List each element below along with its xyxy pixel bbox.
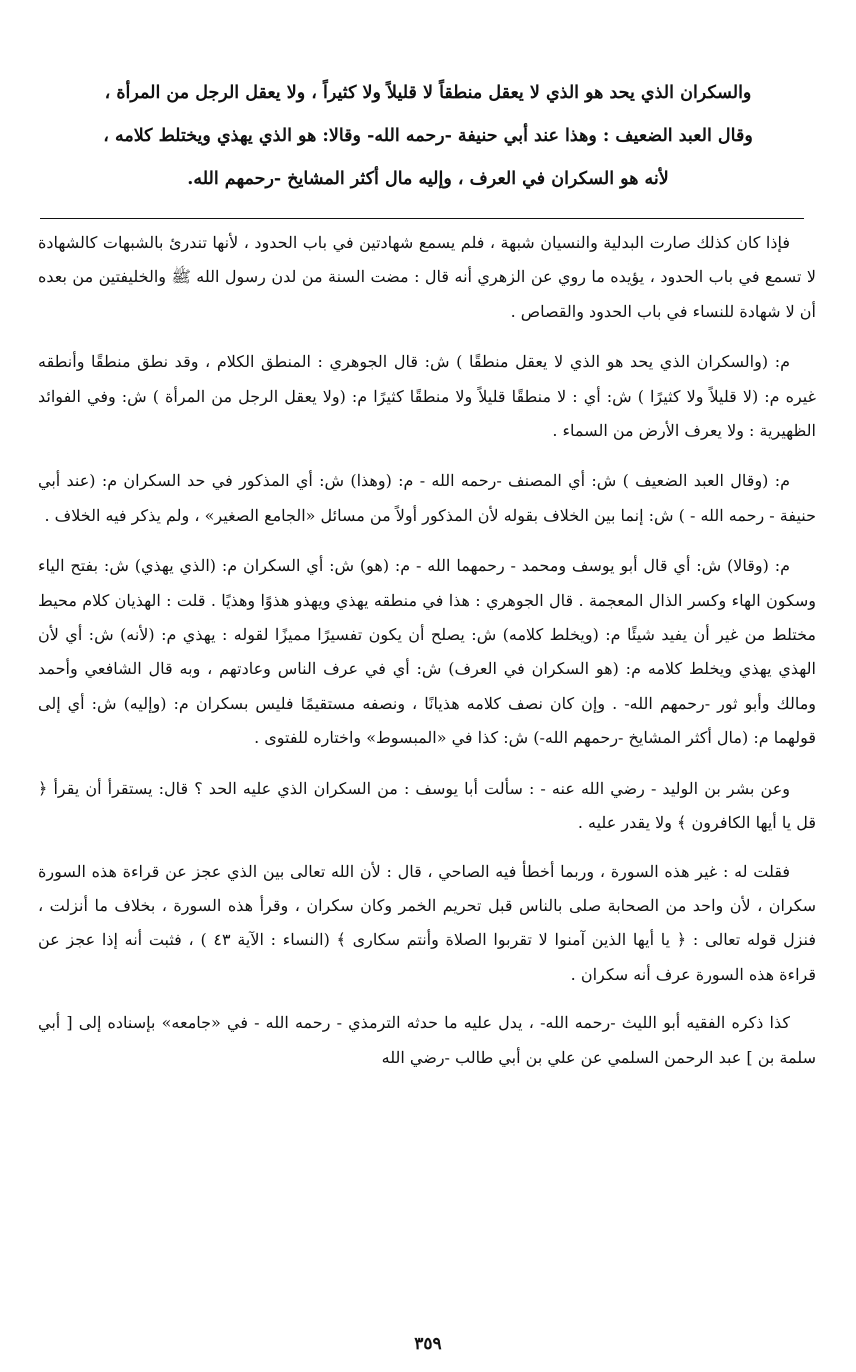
matn-line: والسكران الذي يحد هو الذي لا يعقل منطقاً لا قليلاً ولا كثيراً ، ولا يعقل الرجل من المرأة ،: [104, 83, 752, 103]
matn-text: [40, 72, 816, 201]
commentary-paragraph: م: (والسكران الذي يحد هو الذي لا يعقل منطقًا ) ش: قال الجوهري : المنطق الكلام ، وقد نطق منطقًا وأنطقه غيره م: (لا قليلاً ولا كثيرًا ) ش: أي : لا منطقًا قليلاً ولا منطقًا كثيرًا م: (ولا يعقل الرجل من المرأة ) ش: وفي الفوائد الظهيرية : ولا يعرف الأرض من السماء .: [38, 352, 817, 441]
commentary-paragraph: كذا ذكره الفقيه أبو الليث -رحمه الله- ، يدل عليه ما حدثه الترمذي - رحمه الله - في «جامعه» بإسناده إلى [ أبي سلمة بن ] عبد الرحمن السلمي عن علي بن أبي طالب -رضي الله: [38, 1013, 816, 1067]
commentary-paragraph: فقلت له : غير هذه السورة ، وربما أخطأ فيه الصاحي ، قال : لأن الله تعالى بين الذي عجز عن قراءة هذه السورة سكران ، لأن واحد من الصحابة صلى بالناس قبل تحريم الخمر وكان سكران ، وقرأ هذه السورة ، بخلاف ما أنزلت ، فنزل قوله تعالى : ﴿ يا أيها الذين آمنوا لا تقربوا الصلاة وأنتم سكارى ﴾ (النساء : الآية ٤٣ ) ، فثبت أنه إذا عجز عن قراءة هذه السورة عرف أنه سكران .: [38, 861, 817, 984]
matn-line: وقال العبد الضعيف : وهذا عند أبي حنيفة -رحمه الله- وقالا: هو الذي يهذي ويختلط كلامه ،: [103, 126, 753, 146]
commentary-paragraph: فإذا كان كذلك صارت البدلية والنسيان شبهة ، فلم يسمع شهادتين في باب الحدود ، لأنها تندرئ بالشبهات كالشهادة لا تسمع في باب الحدود ، يؤيده ما روي عن الزهري أنه قال : مضت السنة من لدن رسول الله ﷺ والخليفتين من بعده أن لا شهادة للنساء في باب الحدود والقصاص .: [38, 233, 816, 321]
matn-line: لأنه هو السكران في العرف ، وإليه مال أكثر المشايخ -رحمهم الله.: [187, 169, 669, 189]
page-number: ٣٥٩: [414, 1334, 442, 1354]
commentary-paragraph: م: (وقال العبد الضعيف ) ش: أي المصنف -رحمه الله - م: (وهذا) ش: أي المذكور في حد السكران م: (عند أبي حنيفة - رحمه الله - ) ش: إنما بين الخلاف بقوله لأن المذكور أولاً من مسائل «الجامع الصغير» ، ولم يذكر فيه الخلاف .: [38, 471, 816, 525]
separator-line: [40, 218, 804, 219]
commentary-paragraph: م: (وقالا) ش: أي قال أبو يوسف ومحمد - رحمهما الله - م: (هو) ش: أي السكران م: (الذي يهذي) ش: بفتح الياء وسكون الهاء وكسر الذال المعجمة . قال الجوهري : هذا في منطقه يهذي ويهذو هذوًا وهذيًا . قلت : الهذيان كلام محيط مختلط من غير أن يفيد شيئًا م: (ويخلط كلامه) ش: يصلح أن يكون تفسيرًا مميزًا لقوله : يهذي م: (لأنه) ش: أي لأن الهذي يهذي ويخلط كلامه م: (هو السكران في العرف) ش: أي في عرف الناس وعادتهم ، وبه قال الشافعي وأحمد ومالك وأبو ثور -رحمهم الله- . وإن كان نصف كلامه هذيانًا ، ونصفه مستقيمًا فليس بسكران م: (وإليه) ش: أي إلى قولهما م: (مال أكثر المشايخ -رحمهم الله-) ش: كذا في «المبسوط» واختاره للفتوى .: [38, 556, 816, 748]
commentary-paragraph: وعن بشر بن الوليد - رضي الله عنه - : سألت أبا يوسف : من السكران الذي عليه الحد ؟ قال: يستقرأ أن يقرأ ﴿ قل يا أيها الكافرون ﴾ ولا يقدر عليه .: [38, 778, 816, 833]
commentary-text: [38, 226, 816, 1089]
